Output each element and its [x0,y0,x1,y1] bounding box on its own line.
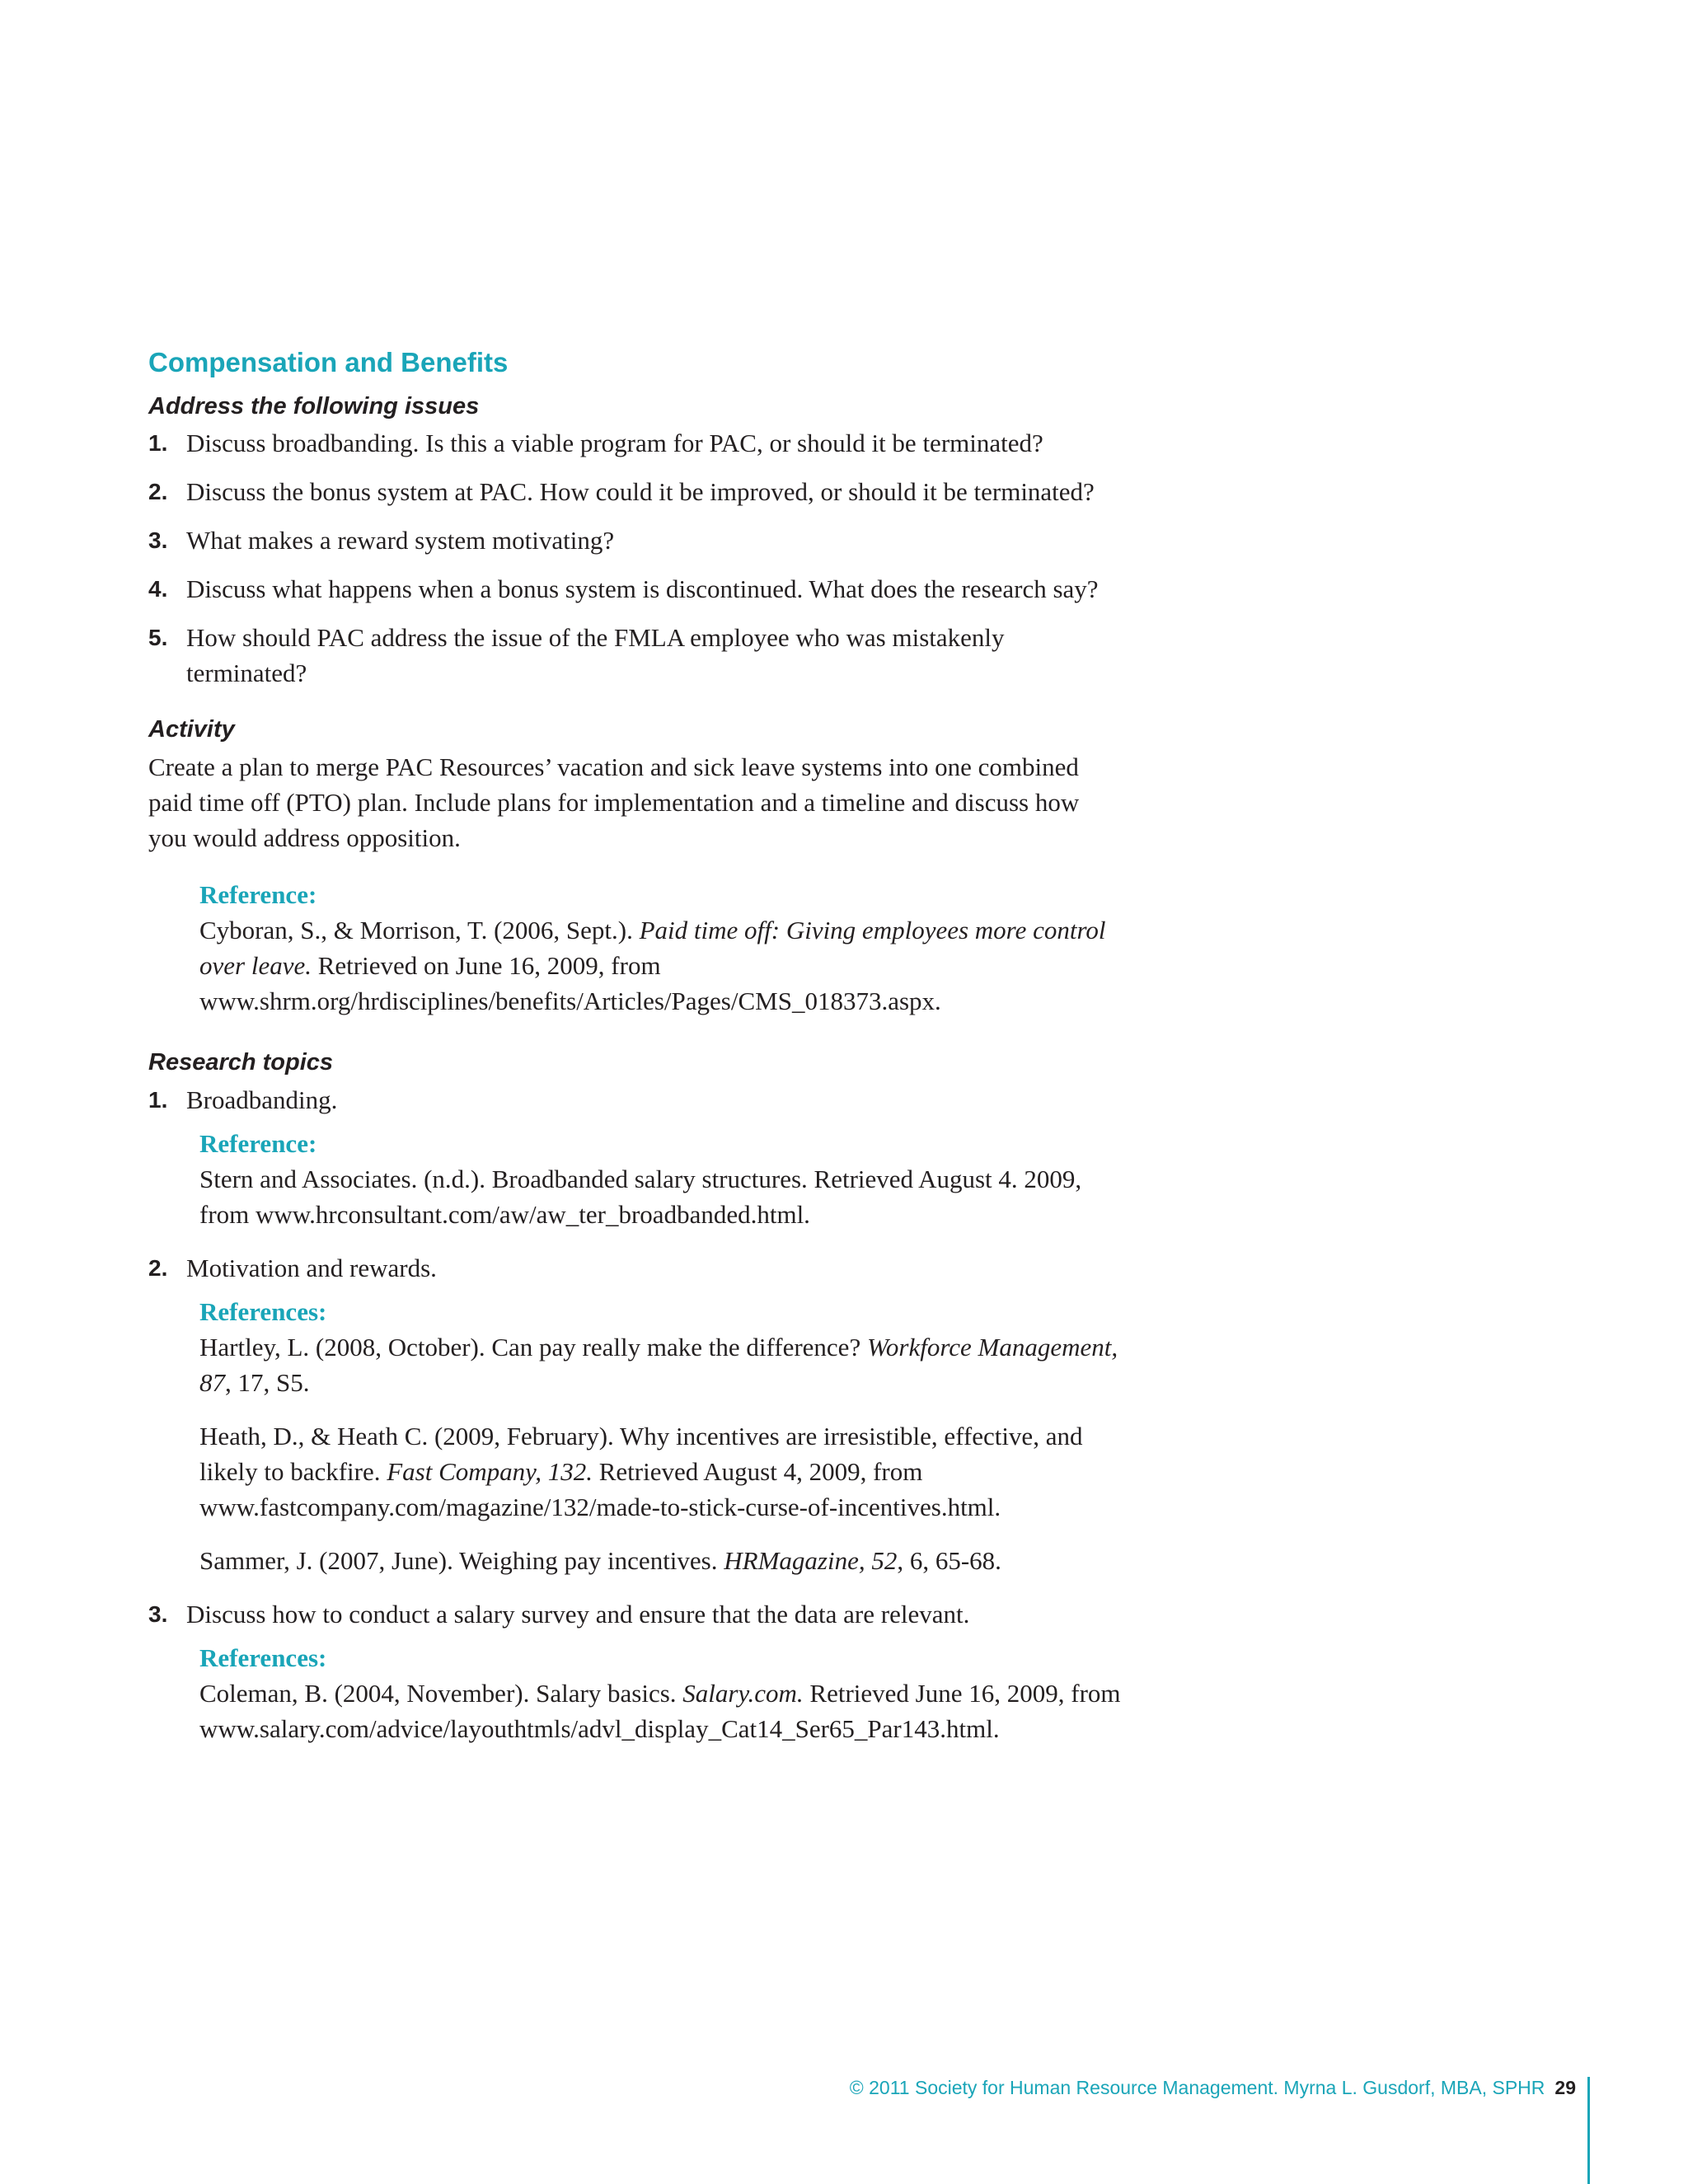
activity-heading: Activity [148,716,235,743]
footer-rule [1587,2077,1590,2184]
reference-entry: Heath, D., & Heath C. (2009, February). Why incentives are irresistible, effective, and likely to backfire. Fast Company, 132. Retrieved August 4, 2009, from www.fastcompany.com/magazine/132/made-to-stick-curse-of-incentives.html. [199,1421,1083,1521]
item-number: 4. [148,576,168,602]
list-item [148,474,1121,509]
item-number: 2. [148,479,168,505]
reference-entry: Cyboran, S., & Morrison, T. (2006, Sept.). Paid time off: Giving employees more control over leave. Retrieved on June 16, 2009, from www.shrm.org/hrdisciplines/benefits/Articles/Pages/CMS_018373.aspx. [199,916,1106,1016]
list-item [148,571,1121,607]
list-item [148,425,1121,461]
reference-heading: Reference: [199,880,317,910]
issues-heading: Address the following issues [148,392,480,419]
list-item [148,1082,1121,1232]
item-number: 3. [148,527,168,554]
item-number: 3. [148,1601,168,1627]
item-text: Discuss the bonus system at PAC. How could it be improved, or should it be terminated? [186,477,1095,507]
research-heading: Research topics [148,1049,334,1076]
reference-entry: Coleman, B. (2004, November). Salary basics. Salary.com. Retrieved June 16, 2009, from www.salary.com/advice/layouthtmls/advl_display_Cat14_Ser65_Par143.html. [199,1678,1121,1743]
item-text: What makes a reward system motivating? [186,526,615,555]
list-item [148,1250,1121,1578]
item-number: 1. [148,430,168,457]
item-number: 2. [148,1254,168,1281]
activity-reference [199,877,1121,1019]
section-title: Compensation and Benefits [148,347,509,377]
item-text: How should PAC address the issue of the FMLA employee who was mistakenly terminated? [186,623,1005,688]
item-text: Discuss what happens when a bonus system is discontinued. What does the research say? [186,574,1099,604]
activity-text: Create a plan to merge PAC Resources’ vacation and sick leave systems into one combined paid time off (PTO) plan. Include plans for implementation and a timeline and discuss how you would address opposition. [148,752,1080,853]
reference-heading: References: [199,1643,327,1672]
item-text: Motivation and rewards. [186,1253,437,1282]
page-footer [850,2077,1576,2099]
research-list [148,1082,1121,1746]
reference-heading: Reference: [199,1128,317,1158]
topic-references [199,1640,1121,1746]
reference-entry: Hartley, L. (2008, October). Can pay really make the difference? Workforce Management, 87, 17, S5. [199,1332,1118,1397]
list-item [148,620,1121,691]
reference-entry: Stern and Associates. (n.d.). Broadbanded salary structures. Retrieved August 4. 2009, from www.hrconsultant.com/aw/aw_ter_broadbanded.html. [199,1164,1082,1229]
reference-entry: Sammer, J. (2007, June). Weighing pay incentives. HRMagazine, 52, 6, 65-68. [199,1545,1001,1575]
page-number: 29 [1554,2077,1576,2098]
reference-heading: References: [199,1296,327,1326]
item-text: Discuss broadbanding. Is this a viable program for PAC, or should it be terminated? [186,429,1043,458]
page-content [148,346,1121,1765]
item-text: Discuss how to conduct a salary survey and ensure that the data are relevant. [186,1599,970,1629]
item-text: Broadbanding. [186,1085,338,1114]
item-number: 5. [148,625,168,651]
topic-reference [199,1126,1121,1232]
list-item [148,523,1121,558]
issues-list [148,425,1121,691]
item-number: 1. [148,1086,168,1113]
copyright-text: © 2011 Society for Human Resource Management. Myrna L. Gusdorf, MBA, SPHR [849,2077,1545,2098]
topic-references [199,1294,1121,1578]
list-item [148,1596,1121,1746]
